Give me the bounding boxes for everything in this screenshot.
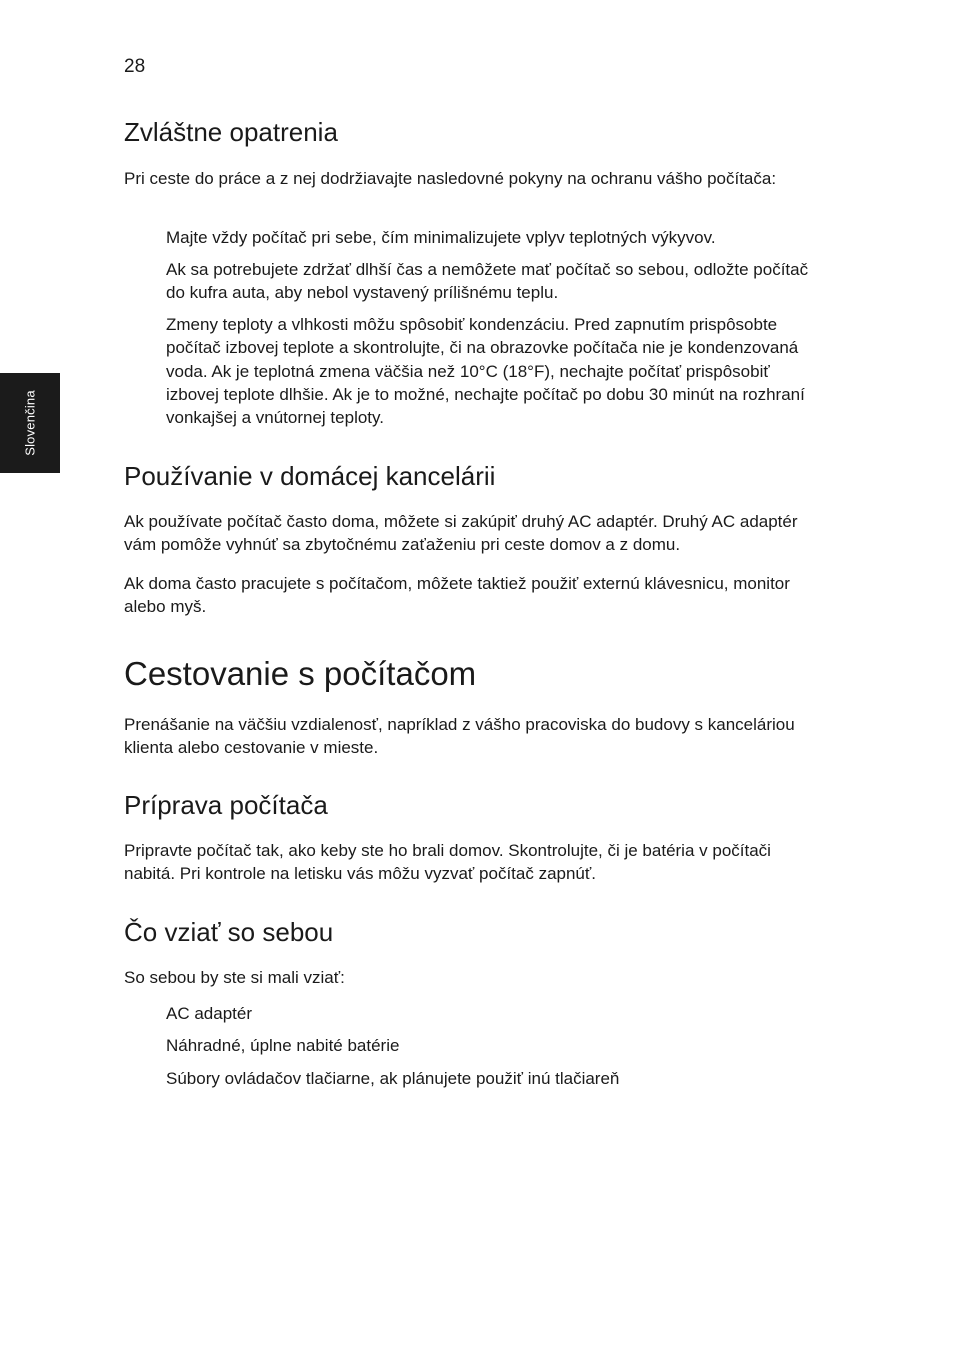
what-to-bring-item-2: Náhradné, úplne nabité batérie (166, 1036, 400, 1055)
preparing-text: Pripravte počítač tak, ako keby ste ho brali domov. Skontrolujte, či je batéria v počítači nabitá. Pri kontrole na letisku vás môžu vyzvať počítač zapnúť. (124, 841, 771, 884)
heading-preparing: Príprava počítača (124, 790, 328, 820)
special-precautions-item-1: Majte vždy počítač pri sebe, čím minimalizujete vplyv teplotných výkyvov. (166, 228, 716, 247)
special-precautions-item-2: Ak sa potrebujete zdržať dlhší čas a nemôžete mať počítač so sebou, odložte počítač do kufra auta, aby nebol vystavený prílišnému teplu. (166, 260, 809, 303)
special-precautions-item-3: Zmeny teploty a vlhkosti môžu spôsobiť kondenzáciu. Pred zapnutím prispôsobte počítač izbovej teplote a skontrolujte, či na obrazovke počítača nie je kondenzovaná voda. Ak je teplotná zmena väčšia než 10°C (18°F), nechajte počítať prispôsobiť izbovej teplote dlhšie. Ak je to možné, nechajte počítač po dobu 30 minút na rozhraní vonkajšej a vnútornej teploty. (166, 315, 805, 428)
language-side-tab-label: Slovenčina (22, 390, 38, 456)
what-to-bring-item-1: AC adaptér (166, 1004, 252, 1023)
home-office-paragraph-2: Ak doma často pracujete s počítačom, môžete taktiež použiť externú klávesnicu, monitor alebo myš. (124, 574, 790, 617)
language-side-tab (0, 373, 60, 473)
page-number: 28 (124, 56, 146, 77)
heading-special-precautions: Zvláštne opatrenia (124, 117, 338, 147)
heading-home-office: Používanie v domácej kancelárii (124, 461, 496, 491)
home-office-paragraph-1: Ak používate počítač často doma, môžete si zakúpiť druhý AC adaptér. Druhý AC adaptér vám pomôže vyhnúť sa zbytočnému zaťaženiu pri ceste domov a z domu. (124, 512, 798, 555)
special-precautions-intro: Pri ceste do práce a z nej dodržiavajte nasledovné pokyny na ochranu vášho počítača: (124, 169, 777, 188)
traveling-intro: Prenášanie na väčšiu vzdialenosť, napríklad z vášho pracoviska do budovy s kanceláriou klienta alebo cestovanie v mieste. (124, 715, 795, 758)
heading-traveling: Cestovanie s počítačom (124, 655, 477, 692)
what-to-bring-intro: So sebou by ste si mali vziať: (124, 968, 345, 987)
what-to-bring-item-3: Súbory ovládačov tlačiarne, ak plánujete použiť inú tlačiareň (166, 1069, 620, 1088)
heading-what-to-bring: Čo vziať so sebou (124, 917, 334, 947)
